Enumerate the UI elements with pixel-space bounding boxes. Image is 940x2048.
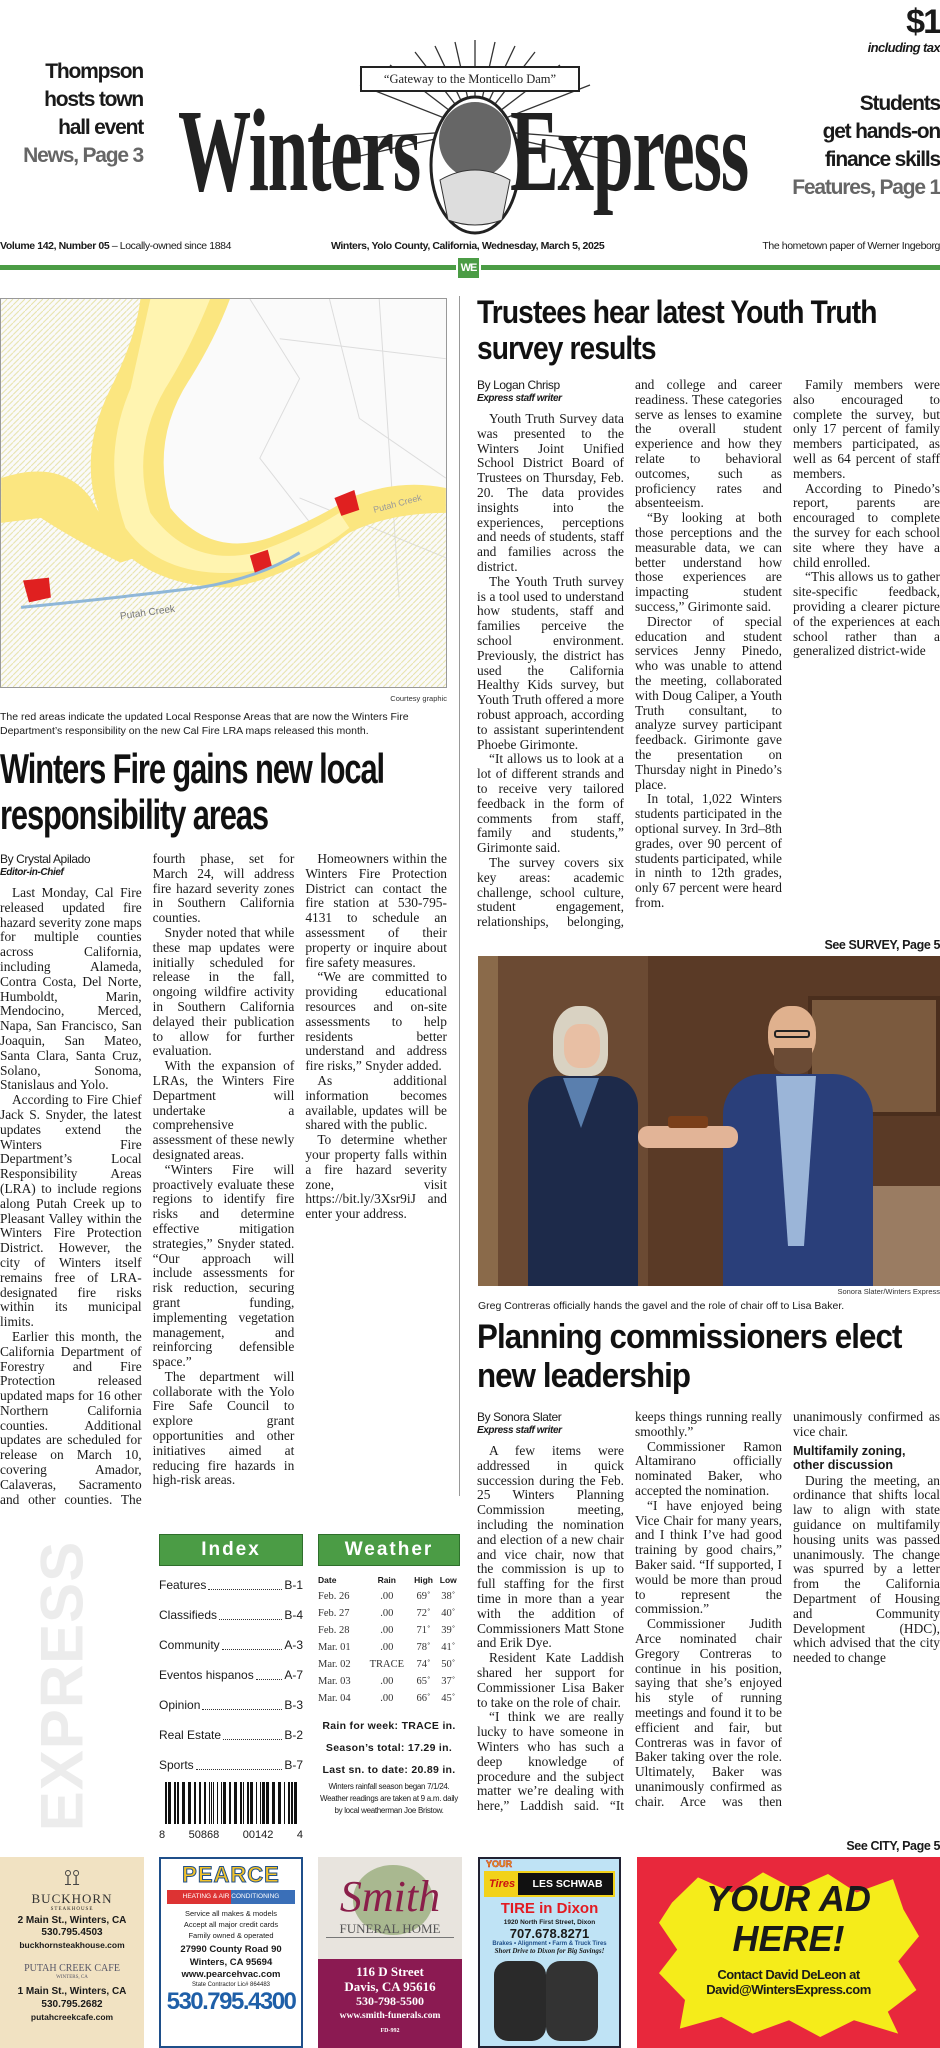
weather-cell: 66˚ [416,1693,431,1704]
index-item[interactable] [159,1690,303,1720]
barcode-bar [194,1782,196,1824]
weather-cell: 39˚ [441,1625,456,1636]
index-page: B-2 [284,1728,303,1742]
survey-headline[interactable]: Trustees hear latest Youth Truth survey results [477,294,877,366]
schwab-your: YOUR [486,1859,513,1869]
schwab-phone: 707.678.8271 [509,1926,590,1941]
putah-name: PUTAH CREEK CAFE [24,1963,120,1974]
index-page: A-7 [284,1668,303,1682]
weather-cell: Feb. 27 [318,1608,350,1619]
index-item[interactable] [159,1600,303,1630]
survey-jump-link[interactable]: See SURVEY, Page 5 [824,938,940,952]
weather-cell: .00 [380,1591,394,1602]
title-express: Express [510,85,748,216]
buckhorn-sub: STEAKHOUSE [50,1907,94,1912]
barcode-bar [284,1782,285,1824]
paragraph: Last Monday, Cal Fire released updated fire hazard severity zone maps for multiple counties across California, including Alameda, Contra Costa, Del Norte, Humboldt, Marin, Mendocino, Merced, Napa, San Francisco, San Joaquin, San Mateo, Santa Clara, Santa Cruz, Solano, Sonoma, Stanislaus and Yolo. [0,885,142,1093]
pearce-license: State Contractor Lic# 864483 [191,1981,271,1988]
price [868,4,940,55]
column-divider [459,296,460,1496]
barcode-bar [234,1782,237,1824]
weather-row [318,1622,460,1639]
barcode-bar [266,1782,269,1824]
weather-cell: .00 [380,1676,394,1687]
season-total: Season’s total: 17.29 in. [325,1742,453,1754]
author: By Sonora Slater [477,1410,562,1424]
survey-article-body [477,378,940,934]
fire-story-block [0,746,447,1512]
byline [0,852,142,880]
photo-caption: Greg Contreras officially hands the gavel and the role of chair off to Lisa Baker. [478,1300,845,1312]
barcode-bar [278,1782,281,1824]
barcode-bar [211,1782,212,1824]
schwab-logo [484,1871,615,1897]
barcode-bar [262,1782,265,1824]
pearce-line: Service all makes & models [184,1909,278,1918]
barcode-bars-icon [159,1782,303,1824]
weather-cell: .00 [380,1608,394,1619]
weather-note: Winters rainfall season began 7/1/24. Weather readings are taken at 9 a.m. daily by local weatherman Joe Bristow. [319,1782,458,1815]
tires-icon [480,1955,619,2035]
paragraph: “I think we are really lucky to have someone in Winters who has such a deep knowledge of procedure and the subject matter we’re dealing with here,” Laddish said. “It keeps things running really smoothly.” [477,1410,782,1814]
weather-row [318,1639,460,1656]
barcode-bar [182,1782,185,1824]
smith-web[interactable]: www.smith-funerals.com [339,2011,441,2021]
barcode-bar [256,1782,257,1824]
index-page: B-1 [284,1578,303,1592]
index-item[interactable] [159,1570,303,1600]
weather-cell: 37˚ [441,1676,456,1687]
index-label: Community [159,1638,220,1652]
price-note: including tax [867,40,940,55]
ad-buckhorn-putah-creek[interactable] [0,1857,144,2048]
leader-dots [256,1660,283,1680]
teaser-right[interactable] [785,90,940,202]
paragraph: “This allows us to gather site-specific feedback, providing a clearer picture of the experiences at each school rather than a generalized district-wide [793,569,940,659]
teaser-ref: News, Page 3 [23,144,143,167]
weather-row [318,1605,460,1622]
planning-story-block [477,1318,940,1838]
weather-table [318,1572,460,1707]
author-role: Express staff writer [477,393,562,404]
putah-phone: 530.795.2682 [41,1998,103,2010]
teaser-line: hall event [58,116,143,139]
planning-article-body [477,1410,940,1838]
barcode-bar [217,1782,218,1824]
teaser-line: finance skills [824,148,940,171]
buckhorn-phone: 530.795.4503 [41,1927,103,1938]
paragraph: Homeowners within the Winters Fire Protection District can contact the fire station at 530-795-4131 to schedule an assessment of their property or inquire about fire safety measures. [305,852,447,970]
weather-cell: 65˚ [416,1676,431,1687]
author-role: Express staff writer [477,1425,562,1436]
paragraph: Commissioner Ramon Altamirano officially nominated Baker, who accepted the nomination. [635,1438,782,1498]
paragraph-group [0,852,447,1512]
schwab-tires: Tires [486,1873,518,1895]
barcode-bar [291,1782,293,1824]
index-label: Real Estate [159,1728,222,1742]
schwab-brand: LES SCHWAB [518,1873,613,1895]
paragraph: A few items were addressed in quick succession during the Feb. 25 Winters Planning Commission meeting, including the nomination and election of a new chair and vice chair, now that the commission is up to full staffing for the first time in more than a year with the addition of Commissioners Matt Stone and Erik Dye. [477,1443,624,1651]
barcode-bar [243,1782,244,1824]
barcode-bar [213,1782,214,1824]
paragraph: According to Fire Chief Jack S. Snyder, the latest updates extend the Winters Fire Department’s Local Responsibility Areas (LRA) to include regions along Putah Creek up to Pleasant Valley within the Winters Fire Protection District. However, the city of Winters itself remains free of LRA-designated fire risks within its municipal limits. [0,1092,142,1330]
weather-title: Weather [318,1534,460,1566]
index-title: Index [159,1534,303,1566]
index-item[interactable] [159,1660,303,1690]
smith-phone: 530-798-5500 [356,1994,424,2008]
smith-address: 116 D Street [356,1964,424,1979]
putah-address: 1 Main St., Winters, CA [17,1986,127,1997]
index-page: A-3 [284,1638,303,1652]
volume-info [0,240,231,252]
index-list [159,1566,303,1780]
map-label-putah-creek: Putah Creek [119,603,176,623]
barcode-bar [272,1782,275,1824]
index-box [159,1534,303,1841]
pearce-city: Winters, CA 95694 [189,1956,273,1968]
weather-cell: 69˚ [416,1591,431,1602]
antlers-icon: ⟟⟟ [63,1865,81,1890]
paragraph: “Winters Fire will proactively evaluate these regions to identify fire risks and determine effective mitigation strategies,” Snyder stated. “Our approach will include assessments for risk reduction, securing grant funding, implementing vegetation management, and reinforcing defensible space.” [152,1161,295,1370]
dateline: Winters, Yolo County, California, Wednesday, March 5, 2025 [331,240,605,252]
paragraph: With the expansion of LRAs, the Winters Fire Department will undertake a comprehensive assessment of these newly designated areas. [152,1058,295,1162]
paragraph: During the meeting, an ordinance that shifts local law to align with state guidance on multifamily housing units was passed unanimously. The change was spurred by a letter from the California Department of Housing and Community Development (HDC), which advised that the city needed to change [793,1472,940,1666]
index-page: B-4 [284,1608,303,1622]
col-header: High [414,1575,433,1585]
weather-cell: 45˚ [441,1693,456,1704]
pearce-name: PEARCE [182,1862,280,1887]
col-header: Date [318,1575,337,1585]
weather-row [318,1690,460,1707]
barcode-digit: 4 [296,1829,303,1841]
volume-number: Volume 142, Number 05 [0,240,110,252]
weather-cell: Feb. 28 [318,1625,350,1636]
survey-story-block [477,294,940,934]
barcode-digit: 50868 [188,1829,220,1841]
weather-cell: Mar. 01 [318,1642,351,1653]
col-header: Rain [377,1575,396,1585]
barcode-bar [221,1782,222,1824]
putah-sub: WINTERS, CA [56,1975,88,1980]
barcode-digit: 8 [159,1829,166,1841]
byline [477,378,624,406]
paragraph: Youth Truth Survey data was presented to the Winters Joint Unified School District Board of Trustees on Thursday, Feb. 20. The data provides insights into the experiences, perceptions and needs of students, staff and families across the district. [477,411,624,574]
barcode-bar [188,1782,191,1824]
weather-cell: .00 [380,1693,394,1704]
teaser-line: hosts town [44,88,143,111]
index-label: Sports [159,1758,194,1772]
schwab-title: TIRE in Dixon [500,1900,599,1917]
weather-row [318,1656,460,1673]
weather-cell: 72˚ [416,1608,431,1619]
weather-cell: Mar. 02 [318,1659,351,1670]
teaser-ref: Features, Page 1 [792,176,940,199]
ad-your-ad-here[interactable] [637,1857,940,2048]
schwab-services: Brakes • Alignment • Farm & Truck Tires [492,1941,607,1947]
barcode-bar [177,1782,179,1824]
weather-cell: 78˚ [416,1642,431,1653]
index-label: Features [159,1578,207,1592]
index-page: B-3 [284,1698,303,1712]
fire-article-body [0,852,447,1512]
col-header: Low [439,1575,457,1585]
paragraph: The survey covers six key areas: academic challenge, school culture, student engagement, relationships, belonging, and college and career readiness. These categories serve as lenses to examine the overall student experience and how they relate to behavioral outcomes, such as proficiency rates and absenteeism. [477,378,782,930]
weather-cell: TRACE [369,1659,404,1670]
barcode-bar [204,1782,206,1824]
weather-cell: 41˚ [441,1642,456,1653]
index-label: Classifieds [159,1608,218,1622]
motto: The hometown paper of Werner Ingeborg [762,240,940,252]
weather-row [318,1588,460,1605]
index-page: B-7 [284,1758,303,1772]
barcode-bar [240,1782,242,1824]
map-caption: The red areas indicate the updated Local Response Areas that are now the Winters Fire Department’s responsibility on the new Cal Fire LRA maps released this month. [0,711,409,737]
weather-cell: 74˚ [416,1659,431,1670]
paragraph-group [477,378,940,934]
barcode-bar [168,1782,171,1824]
weather-cell: Mar. 04 [318,1693,351,1704]
leader-dots [208,1570,282,1590]
byline [477,1410,624,1438]
lra-map-graphic[interactable] [0,298,447,688]
ad-les-schwab[interactable] [478,1857,621,2048]
putah-web[interactable]: putahcreekcafe.com [30,2012,114,2022]
weather-cell: Feb. 26 [318,1591,350,1602]
weather-box [318,1534,460,1817]
barcode-bar [209,1782,210,1824]
your-ad-email[interactable]: David@WintersExpress.com [706,1982,871,1997]
weather-cell: 38˚ [441,1591,456,1602]
barcode-bar [250,1782,253,1824]
leader-dots [222,1630,283,1650]
map-credit: Courtesy graphic [390,694,447,703]
index-item[interactable] [159,1630,303,1660]
weather-cell: .00 [380,1625,394,1636]
weather-cell: 40˚ [441,1608,456,1619]
pearce-phone: 530.795.4300 [166,1987,296,2015]
paragraph: Director of special education and student services Jenny Pinedo, who was unable to attend the meeting, collaborated with Doug Caliper, a Youth Truth consultant, to analyze survey participant feedback. Girimonte gave the presentation on Thursday night in Pinedo’s place. [635,613,782,792]
paragraph: Commissioner Judith Arce nominated chair Gregory Contreras to continue in his position, saying that she’s enjoyed his style of running meetings and found it to be efficient and fair, but Contreras was in favor of Baker taking over the role. Ultimately, Baker was unanimously confirmed as chair. Arce was then unanimously confirmed as vice chair. [635,1410,940,1809]
teaser-left[interactable] [0,58,143,170]
pearce-address: 27990 County Road 90 [180,1944,282,1955]
paragraph-group [793,1474,940,1666]
leader-dots [223,1720,282,1740]
weather-cell: 50˚ [441,1659,456,1670]
paragraph: The department will collaborate with the Yolo Fire Safe Council to explore grant opportunities and other initiatives aimed at reducing fire hazards in high-risk areas. [152,1368,295,1488]
smith-name: Smith [339,1872,441,1921]
leader-dots [219,1600,282,1620]
schwab-slogan: Short Drive to Dixon for Big Savings! [494,1947,605,1955]
tagline-ribbon: “Gateway to the Monticello Dam” [360,66,580,92]
barcode-bar [229,1782,231,1824]
ad-pearce-hvac[interactable] [159,1857,303,2048]
index-item[interactable] [159,1720,303,1750]
buckhorn-web[interactable]: buckhornsteakhouse.com [19,1940,125,1950]
paragraph: “I have enjoyed being Vice Chair for many years, and I think I’ve had good training by good chairs,” Baker said. “If supported, I would be more than proud to represent the commission.” [635,1497,782,1617]
express-watermark [22,1526,102,1846]
title-winters: Winters [178,85,420,216]
paragraph: Resident Kate Laddish shared her support for Commissioner Lisa Baker to take on the role of chair. [477,1650,624,1710]
paragraph: “We are committed to providing educational resources and on-site assessments to help residents better understand and address fire risks,” Snyder added. [305,969,447,1074]
photo-credit: Sonora Slater/Winters Express [837,1287,940,1296]
rain-for-week: Rain for week: TRACE in. [322,1720,456,1732]
teaser-line: get hands-on [822,120,940,143]
index-label: Opinion [159,1698,201,1712]
index-label: Eventos hispanos [159,1668,254,1682]
barcode [159,1782,303,1841]
paragraph: According to Pinedo’s report, parents are encouraged to complete the survey for each school site where they have a child enrolled. [793,480,940,570]
your-ad-contact: Contact David DeLeon at [717,1967,860,1982]
weather-cell: 71˚ [416,1625,431,1636]
smith-sub: FUNERAL HOME [326,1921,454,1938]
index-item[interactable] [159,1750,303,1780]
pearce-banner: HEATING & AIR CONDITIONING [167,1890,295,1904]
barcode-bar [174,1782,176,1824]
pearce-line: Accept all major credit cards [183,1920,279,1929]
pearce-web[interactable]: www.pearcehvac.com [181,1969,281,1980]
planning-headline[interactable]: Planning commissioners elect new leadership [477,1318,902,1395]
your-ad-line1: YOUR AD [706,1878,871,1919]
since-text: – Locally-owned since 1884 [111,240,232,252]
paragraph: Earlier this month, the California Department of Forestry and Fire Protection released updated maps for 16 other Northern California counties. Additional updates are scheduled for release on March 10, covering Amador, Calaveras, Sacramento and other counties. The fourth phase, set for March 24, will address fire hazard severity zones in Southern California counties. [0,852,295,1507]
your-ad-line2: HERE! [732,1918,845,1959]
smith-city: Davis, CA 95616 [344,1979,436,1994]
teaser-line: Thompson [45,60,143,83]
paragraph: Family members were also encouraged to complete the survey, but only 17 percent of family members participated, as well as 64 percent of staff members. [793,378,940,481]
we-logo-badge: WE [456,256,481,280]
planning-subhead: Multifamily zoning, other discussion [793,1443,906,1472]
paragraph: As additional information becomes available, updates will be shared with the public. [305,1072,447,1133]
buckhorn-name: BUCKHORN [31,1891,113,1906]
barcode-bar [165,1782,167,1824]
leader-dots [196,1750,283,1770]
buckhorn-address: 2 Main St., Winters, CA [17,1915,127,1926]
paragraph: The Youth Truth survey is a tool used to understand how students, staff and families perceive the school environment. Previously, the district has used the California Healthy Kids survey, but Youth Truth offered a more robust approach, according to assistant superintendent Phoebe Girimonte. [477,573,624,752]
price-value: $1 [906,3,940,41]
fire-headline[interactable]: Winters Fire gains new local responsibility areas [0,745,384,838]
gavel-handoff-photo[interactable] [478,956,940,1286]
paragraph: “It allows us to look at a lot of different strands and to receive very tailored feedback in the form of comments from staff, family and students,” Girimonte said. [477,751,624,856]
author-role: Editor-in-Chief [0,867,64,878]
weather-cell: .00 [380,1642,394,1653]
teaser-line: Students [859,92,940,115]
author: By Crystal Apilado [0,852,91,866]
last-season-to-date: Last sn. to date: 20.89 in. [322,1764,456,1776]
schwab-address: 1920 North First Street, Dixon [503,1919,596,1926]
map-label-putah-creek: Putah Creek [372,492,423,515]
paragraph: Snyder noted that while these map updates were initially scheduled for release in the fall, ongoing wildfire activity in Southern California delayed their publication to allow for further evaluation. [152,924,295,1059]
smith-license: FD-992 [380,2028,400,2034]
newspaper-title[interactable] [170,85,770,216]
watermark-text: EXPRESS [28,1540,96,1832]
weather-row [318,1673,460,1690]
paragraph: “By looking at both those perceptions and the measurable data, we can better understand how those experiences are impacting student success,” Girimonte said. [635,510,782,614]
barcode-bar [223,1782,226,1824]
pearce-line: Family owned & operated [188,1931,274,1940]
paragraph: In total, 1,022 Winters students participated in the optional survey. In 3rd–8th grades, over 90 percent of students participated, while in ninth to 12th grades, only 67 percent were heard from. [635,791,782,910]
barcode-digit: 00142 [242,1829,274,1841]
weather-cell: Mar. 03 [318,1676,351,1687]
ad-smith-funeral-home[interactable] [318,1857,462,2048]
barcode-bar [247,1782,249,1824]
barcode-bar [199,1782,201,1824]
barcode-bar [294,1782,297,1824]
barcode-bar [260,1782,261,1824]
barcode-bar [288,1782,290,1824]
author: By Logan Chrisp [477,378,560,392]
planning-jump-link[interactable]: See CITY, Page 5 [846,1839,940,1853]
leader-dots [202,1690,282,1710]
paragraph: To determine whether your property falls within a fire hazard severity zone, visit https://bit.ly/3Xsr9iJ and enter your address. [305,1132,447,1222]
